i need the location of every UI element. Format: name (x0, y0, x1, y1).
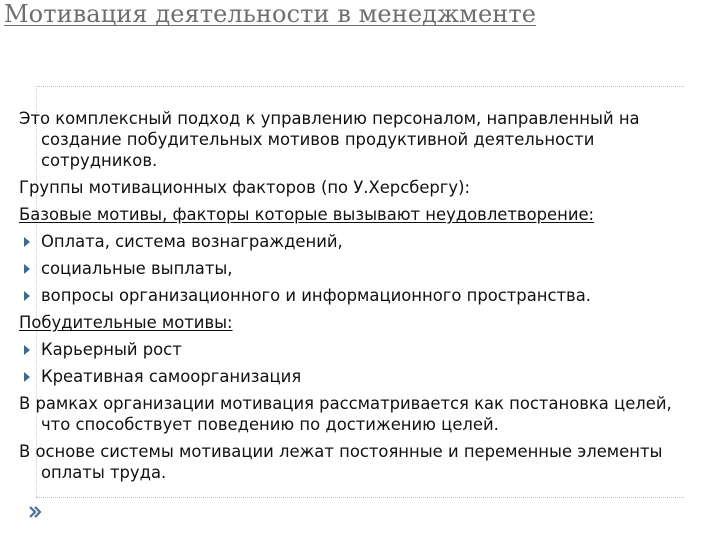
payment-elements-paragraph: В основе системы мотивации лежат постоянные и переменные элементы оплаты труда. (19, 442, 663, 482)
basic-motives-heading: Базовые мотивы, факторы которые вызывают неудовлетворение: (19, 205, 595, 224)
list-item (19, 285, 691, 306)
list-item-text: вопросы организационного и информационного пространства. (41, 286, 591, 305)
motivating-motives-heading: Побудительные мотивы: (19, 313, 233, 332)
triangle-right-icon (24, 372, 30, 382)
triangle-right-icon (24, 291, 30, 301)
top-divider (36, 86, 684, 87)
double-arrow-right-icon[interactable] (28, 505, 42, 519)
list-item-text: социальные выплаты, (41, 259, 233, 278)
definition-paragraph: Это комплексный подход к управлению персоналом, направленный на создание побудительных мотивов продуктивной деятельности сотрудников. (19, 109, 640, 170)
factor-groups-heading: Группы мотивационных факторов (по У.Херсбергу): (19, 178, 471, 197)
slide-title: Мотивация деятельности в менеджменте (4, 0, 537, 28)
triangle-right-icon (24, 264, 30, 274)
goal-setting-paragraph: В рамках организации мотивация рассматривается как постановка целей, что способствует поведению по достижению целей. (19, 394, 672, 434)
triangle-right-icon (24, 345, 30, 355)
list-item-text: Креативная самоорганизация (41, 367, 302, 386)
list-item-text: Оплата, система вознаграждений, (41, 232, 343, 251)
slide-content (19, 108, 691, 489)
list-item (19, 366, 691, 387)
list-item (19, 339, 691, 360)
bottom-divider (36, 497, 684, 498)
list-item (19, 258, 691, 279)
list-item-text: Карьерный рост (41, 340, 182, 359)
triangle-right-icon (24, 237, 30, 247)
list-item (19, 231, 691, 252)
